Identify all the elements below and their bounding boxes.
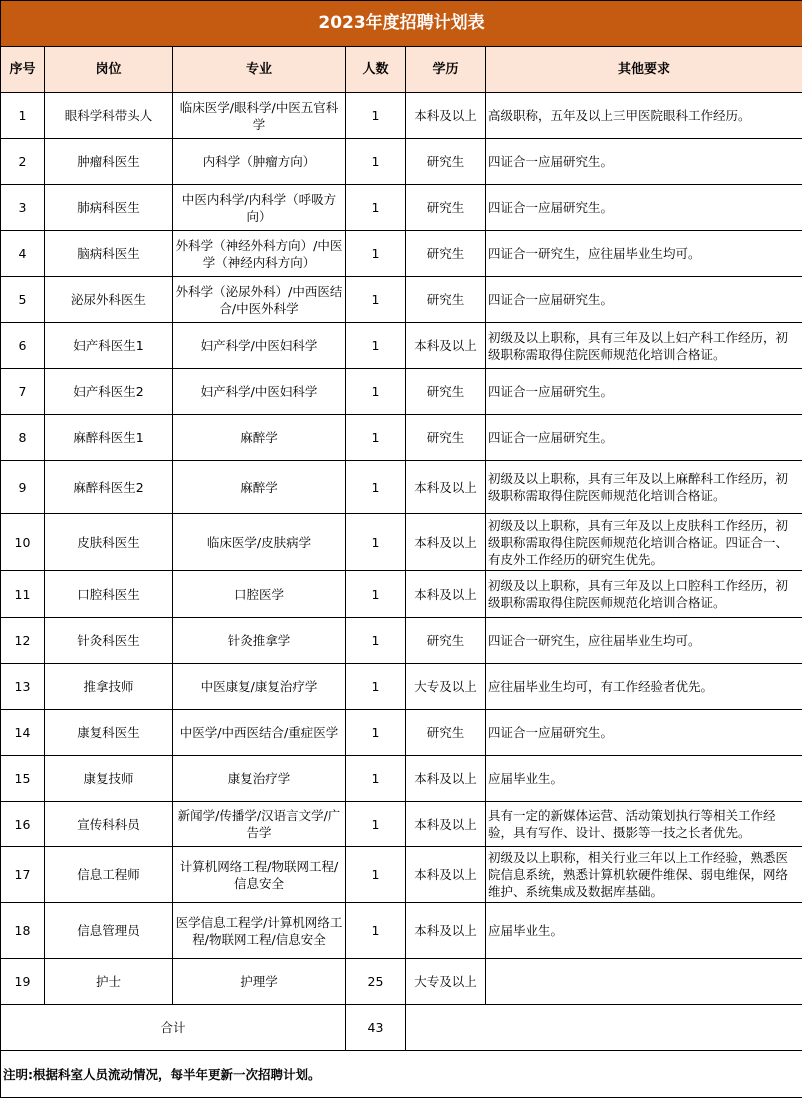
table-row [1, 93, 802, 139]
headcount: 1 [346, 461, 406, 514]
education: 研究生 [406, 231, 486, 277]
requirements: 初级及以上职称，具有三年及以上口腔科工作经历，初级职称需取得住院医师规范化培训合格证。 [486, 571, 802, 618]
table-row [1, 571, 802, 618]
row-no: 18 [1, 903, 45, 959]
table-row [1, 231, 802, 277]
post-name: 康复技师 [45, 756, 173, 802]
requirements: 初级及以上职称，具有三年及以上皮肤科工作经历，初级职称需取得住院医师规范化培训合格证。四证合一、有皮外工作经历的研究生优先。 [486, 514, 802, 571]
headcount: 1 [346, 323, 406, 369]
education: 研究生 [406, 369, 486, 415]
major: 口腔医学 [173, 571, 346, 618]
headcount: 1 [346, 571, 406, 618]
row-no: 1 [1, 93, 45, 139]
col-header-count: 人数 [346, 47, 406, 93]
major: 临床医学/眼科学/中医五官科学 [173, 93, 346, 139]
education: 研究生 [406, 185, 486, 231]
major: 麻醉学 [173, 415, 346, 461]
requirements: 应届毕业生。 [486, 756, 802, 802]
table-row [1, 618, 802, 664]
requirements: 初级及以上职称，具有三年及以上麻醉科工作经历，初级职称需取得住院医师规范化培训合格证。 [486, 461, 802, 514]
row-no: 4 [1, 231, 45, 277]
education: 大专及以上 [406, 664, 486, 710]
major: 康复治疗学 [173, 756, 346, 802]
education: 本科及以上 [406, 802, 486, 847]
major: 医学信息工程学/计算机网络工程/物联网工程/信息安全 [173, 903, 346, 959]
table-row [1, 514, 802, 571]
table-row [1, 369, 802, 415]
row-no: 15 [1, 756, 45, 802]
requirements: 四证合一应届研究生。 [486, 415, 802, 461]
major: 中医内科学/内科学（呼吸方向） [173, 185, 346, 231]
requirements: 四证合一应届研究生。 [486, 185, 802, 231]
requirements: 应往届毕业生均可，有工作经验者优先。 [486, 664, 802, 710]
row-no: 11 [1, 571, 45, 618]
post-name: 宣传科科员 [45, 802, 173, 847]
requirements: 应届毕业生。 [486, 903, 802, 959]
post-name: 麻醉科医生1 [45, 415, 173, 461]
education: 本科及以上 [406, 461, 486, 514]
post-name: 麻醉科医生2 [45, 461, 173, 514]
headcount: 1 [346, 847, 406, 903]
major: 中医康复/康复治疗学 [173, 664, 346, 710]
requirements: 四证合一应届研究生。 [486, 369, 802, 415]
row-no: 17 [1, 847, 45, 903]
requirements: 初级及以上职称，相关行业三年以上工作经验，熟悉医院信息系统，熟悉计算机软硬件维保、弱电维保，网络维护、系统集成及数据库基础。 [486, 847, 802, 903]
total-count: 43 [346, 1005, 406, 1051]
table-row [1, 139, 802, 185]
major: 中医学/中西医结合/重症医学 [173, 710, 346, 756]
table-row [1, 710, 802, 756]
requirements [486, 959, 802, 1005]
education: 研究生 [406, 139, 486, 185]
row-no: 14 [1, 710, 45, 756]
headcount: 1 [346, 139, 406, 185]
table-row [1, 756, 802, 802]
major: 护理学 [173, 959, 346, 1005]
major: 针灸推拿学 [173, 618, 346, 664]
post-name: 皮肤科医生 [45, 514, 173, 571]
table-body [1, 93, 802, 1005]
total-label: 合计 [1, 1005, 346, 1051]
requirements: 初级及以上职称，具有三年及以上妇产科工作经历，初级职称需取得住院医师规范化培训合格证。 [486, 323, 802, 369]
row-no: 3 [1, 185, 45, 231]
headcount: 1 [346, 369, 406, 415]
post-name: 推拿技师 [45, 664, 173, 710]
row-no: 5 [1, 277, 45, 323]
post-name: 口腔科医生 [45, 571, 173, 618]
requirements: 四证合一应届研究生。 [486, 710, 802, 756]
row-no: 13 [1, 664, 45, 710]
headcount: 1 [346, 93, 406, 139]
education: 本科及以上 [406, 756, 486, 802]
headcount: 1 [346, 664, 406, 710]
requirements: 高级职称，五年及以上三甲医院眼科工作经历。 [486, 93, 802, 139]
requirements: 具有一定的新媒体运营、活动策划执行等相关工作经验，具有写作、设计、摄影等一技之长者优先。 [486, 802, 802, 847]
post-name: 信息工程师 [45, 847, 173, 903]
col-header-major: 专业 [173, 47, 346, 93]
post-name: 信息管理员 [45, 903, 173, 959]
table-row [1, 959, 802, 1005]
major: 妇产科学/中医妇科学 [173, 323, 346, 369]
major: 计算机网络工程/物联网工程/信息安全 [173, 847, 346, 903]
education: 本科及以上 [406, 903, 486, 959]
post-name: 脑病科医生 [45, 231, 173, 277]
major: 妇产科学/中医妇科学 [173, 369, 346, 415]
total-row [1, 1005, 802, 1051]
major: 新闻学/传播学/汉语言文学/广告学 [173, 802, 346, 847]
headcount: 1 [346, 514, 406, 571]
post-name: 肺病科医生 [45, 185, 173, 231]
education: 本科及以上 [406, 323, 486, 369]
table-row [1, 415, 802, 461]
table-row [1, 847, 802, 903]
col-header-requirements: 其他要求 [486, 47, 802, 93]
row-no: 10 [1, 514, 45, 571]
post-name: 肿瘤科医生 [45, 139, 173, 185]
requirements: 四证合一应届研究生。 [486, 139, 802, 185]
post-name: 妇产科医生2 [45, 369, 173, 415]
row-no: 9 [1, 461, 45, 514]
headcount: 1 [346, 618, 406, 664]
education: 本科及以上 [406, 571, 486, 618]
table-row [1, 323, 802, 369]
major: 外科学（泌尿外科）/中西医结合/中医外科学 [173, 277, 346, 323]
education: 本科及以上 [406, 514, 486, 571]
education: 本科及以上 [406, 93, 486, 139]
column-headers [1, 47, 802, 93]
major: 外科学（神经外科方向）/中医学（神经内科方向） [173, 231, 346, 277]
requirements: 四证合一研究生，应往届毕业生均可。 [486, 618, 802, 664]
row-no: 6 [1, 323, 45, 369]
post-name: 康复科医生 [45, 710, 173, 756]
headcount: 1 [346, 710, 406, 756]
requirements: 四证合一应届研究生。 [486, 277, 802, 323]
table-row [1, 461, 802, 514]
headcount: 1 [346, 185, 406, 231]
row-no: 7 [1, 369, 45, 415]
post-name: 泌尿外科医生 [45, 277, 173, 323]
row-no: 12 [1, 618, 45, 664]
row-no: 8 [1, 415, 45, 461]
education: 研究生 [406, 277, 486, 323]
col-header-education: 学历 [406, 47, 486, 93]
post-name: 针灸科医生 [45, 618, 173, 664]
row-no: 16 [1, 802, 45, 847]
headcount: 1 [346, 415, 406, 461]
total-empty [406, 1005, 802, 1051]
headcount: 1 [346, 802, 406, 847]
post-name: 眼科学科带头人 [45, 93, 173, 139]
headcount: 1 [346, 231, 406, 277]
post-name: 护士 [45, 959, 173, 1005]
table-title: 2023年度招聘计划表 [1, 1, 802, 47]
education: 大专及以上 [406, 959, 486, 1005]
headcount: 1 [346, 277, 406, 323]
row-no: 2 [1, 139, 45, 185]
footnote: 注明:根据科室人员流动情况，每半年更新一次招聘计划。 [1, 1051, 802, 1098]
table-row [1, 277, 802, 323]
table-row [1, 664, 802, 710]
table-row [1, 903, 802, 959]
table-row [1, 185, 802, 231]
education: 本科及以上 [406, 847, 486, 903]
major: 临床医学/皮肤病学 [173, 514, 346, 571]
headcount: 1 [346, 756, 406, 802]
education: 研究生 [406, 710, 486, 756]
education: 研究生 [406, 415, 486, 461]
education: 研究生 [406, 618, 486, 664]
headcount: 25 [346, 959, 406, 1005]
major: 内科学（肿瘤方向） [173, 139, 346, 185]
row-no: 19 [1, 959, 45, 1005]
major: 麻醉学 [173, 461, 346, 514]
requirements: 四证合一研究生，应往届毕业生均可。 [486, 231, 802, 277]
col-header-no: 序号 [1, 47, 45, 93]
col-header-post: 岗位 [45, 47, 173, 93]
post-name: 妇产科医生1 [45, 323, 173, 369]
table-row [1, 802, 802, 847]
headcount: 1 [346, 903, 406, 959]
